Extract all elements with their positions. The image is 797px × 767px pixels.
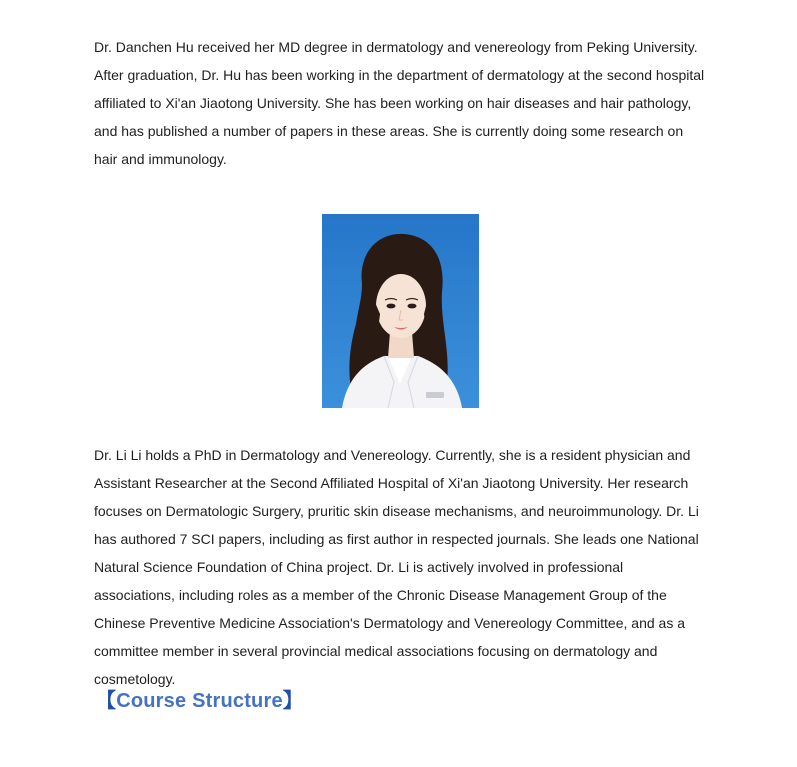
heading-bracket-close: 】 [282,690,303,712]
bio-paragraph-danchen-hu: Dr. Danchen Hu received her MD degree in dermatology and venereology from Peking University. After graduation, Dr. Hu has been working in the department of dermatology at the second hospital affiliated to Xi'an Jiaotong University. She has been working on hair diseases and hair pathology, and has published a number of papers in these areas. She is currently doing some research on hair and immunology. [94,39,705,167]
heading-bracket-open: 【 [96,690,117,712]
portrait-illustration [322,214,479,408]
bio-paragraph-li-li: Dr. Li Li holds a PhD in Dermatology and Venereology. Currently, she is a resident physician and Assistant Researcher at the Second Affiliated Hospital of Xi'an Jiaotong University. Her research focuses on Dermatologic Surgery, pruritic skin disease mechanisms, and neuroimmunology. Dr. Li has authored 7 SCI papers, including as first author in respected journals. She leads one National Natural Science Foundation of China project. Dr. Li is actively involved in professional associations, including roles as a member of the Chronic Disease Management Group of the Chinese Preventive Medicine Association's Dermatology and Venereology Committee, and as a committee member in several provincial medical associations focusing on dermatology and cosmetology. [94,447,699,687]
section-heading-course-structure [96,686,303,716]
portrait-photo [322,214,479,408]
heading-text: Course Structure [116,690,283,712]
